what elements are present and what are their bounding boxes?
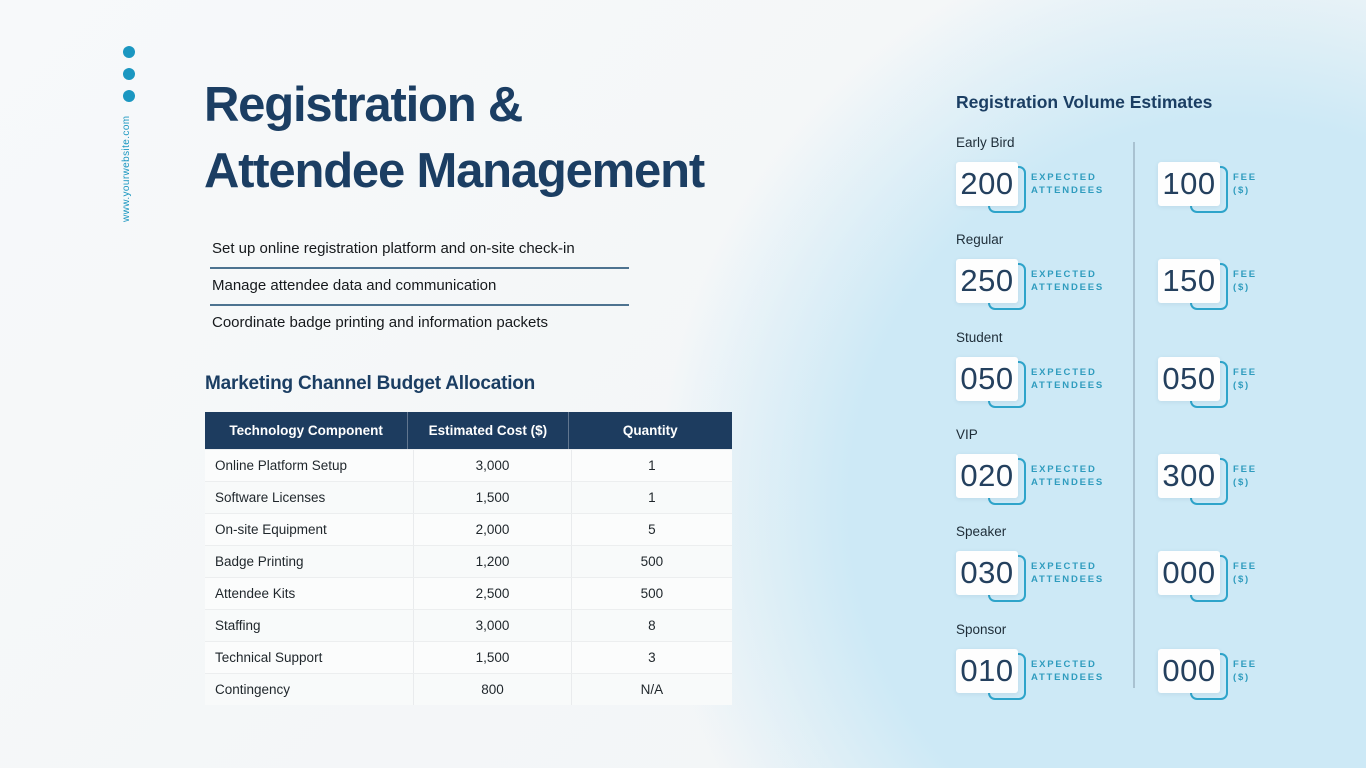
table-cell: Technical Support <box>215 650 323 665</box>
tier-speaker <box>956 524 1296 602</box>
column-header: Estimated Cost ($) <box>407 412 567 449</box>
tier-early-bird <box>956 135 1296 213</box>
table-row <box>205 545 732 577</box>
tier-name: Student <box>956 330 1003 345</box>
tier-vip <box>956 427 1296 505</box>
table-cell: Contingency <box>215 682 291 697</box>
fee-counter <box>1158 259 1271 303</box>
fee-label: FEE ($) <box>1233 658 1257 683</box>
table-cell: 3 <box>571 642 732 673</box>
fee-value: 300 <box>1158 454 1220 498</box>
brand-dot-icon <box>123 68 135 80</box>
fee-counter <box>1158 551 1271 595</box>
table-cell: Online Platform Setup <box>215 458 348 473</box>
fee-label: FEE ($) <box>1233 366 1257 391</box>
fee-label: FEE ($) <box>1233 171 1257 196</box>
attendees-value: 050 <box>956 357 1018 401</box>
table-cell: Badge Printing <box>215 554 304 569</box>
tier-student <box>956 330 1296 408</box>
fee-value: 000 <box>1158 551 1220 595</box>
table-row <box>205 673 732 705</box>
fee-value: 100 <box>1158 162 1220 206</box>
tier-regular <box>956 232 1296 310</box>
table-cell: 1 <box>571 482 732 513</box>
attendees-value: 010 <box>956 649 1018 693</box>
attendees-label: EXPECTED ATTENDEES <box>1031 171 1105 196</box>
tier-sponsor <box>956 622 1296 700</box>
table-cell: 800 <box>413 674 570 705</box>
table-row <box>205 481 732 513</box>
table-cell: N/A <box>571 674 732 705</box>
fee-value: 050 <box>1158 357 1220 401</box>
table-row <box>205 577 732 609</box>
table-cell: 500 <box>571 546 732 577</box>
attendees-label: EXPECTED ATTENDEES <box>1031 366 1105 391</box>
budget-table <box>205 412 732 705</box>
table-cell: Staffing <box>215 618 261 633</box>
tier-name: Speaker <box>956 524 1007 539</box>
table-cell: 2,500 <box>413 578 570 609</box>
attendees-value: 250 <box>956 259 1018 303</box>
brand-dot-icon <box>123 46 135 58</box>
table-cell: 5 <box>571 514 732 545</box>
column-header: Quantity <box>568 412 732 449</box>
fee-label: FEE ($) <box>1233 463 1257 488</box>
budget-table-title: Marketing Channel Budget Allocation <box>205 373 536 394</box>
table-cell: 1,500 <box>413 642 570 673</box>
tier-name: VIP <box>956 427 978 442</box>
table-row <box>205 641 732 673</box>
attendees-label: EXPECTED ATTENDEES <box>1031 268 1105 293</box>
brand-dot-icon <box>123 90 135 102</box>
fee-label: FEE ($) <box>1233 268 1257 293</box>
table-row <box>205 609 732 641</box>
fee-counter <box>1158 162 1271 206</box>
table-cell: 500 <box>571 578 732 609</box>
task-item: Manage attendee data and communication <box>210 269 629 306</box>
page-title-line1: Registration & <box>204 78 523 132</box>
fee-counter <box>1158 649 1271 693</box>
table-cell: 8 <box>571 610 732 641</box>
page-title <box>204 72 884 204</box>
table-cell: 3,000 <box>413 450 570 481</box>
table-header-row <box>205 412 732 449</box>
task-item: Coordinate badge printing and information packets <box>212 314 549 331</box>
table-cell: 1,200 <box>413 546 570 577</box>
attendees-label: EXPECTED ATTENDEES <box>1031 463 1105 488</box>
table-cell: Software Licenses <box>215 490 326 505</box>
table-row <box>205 513 732 545</box>
table-cell: 1,500 <box>413 482 570 513</box>
attendees-label: EXPECTED ATTENDEES <box>1031 658 1105 683</box>
attendees-value: 020 <box>956 454 1018 498</box>
table-row <box>205 449 732 481</box>
fee-value: 000 <box>1158 649 1220 693</box>
table-cell: 3,000 <box>413 610 570 641</box>
fee-label: FEE ($) <box>1233 560 1257 585</box>
website-url: www.yourwebsite.com <box>121 115 132 222</box>
tier-name: Early Bird <box>956 135 1015 150</box>
table-cell: 1 <box>571 450 732 481</box>
tier-name: Sponsor <box>956 622 1007 637</box>
attendees-value: 200 <box>956 162 1018 206</box>
table-cell: On-site Equipment <box>215 522 327 537</box>
attendees-value: 030 <box>956 551 1018 595</box>
table-cell: Attendee Kits <box>215 586 296 601</box>
fee-value: 150 <box>1158 259 1220 303</box>
task-list <box>210 232 629 341</box>
volume-panel-title: Registration Volume Estimates <box>956 92 1213 112</box>
column-header: Technology Component <box>229 423 383 438</box>
page-title-line2: Attendee Management <box>204 144 704 198</box>
fee-counter <box>1158 454 1271 498</box>
fee-counter <box>1158 357 1271 401</box>
vertical-divider <box>1133 142 1135 688</box>
tier-name: Regular <box>956 232 1004 247</box>
table-cell: 2,000 <box>413 514 570 545</box>
attendees-label: EXPECTED ATTENDEES <box>1031 560 1105 585</box>
task-item: Set up online registration platform and on-site check-in <box>210 232 629 269</box>
